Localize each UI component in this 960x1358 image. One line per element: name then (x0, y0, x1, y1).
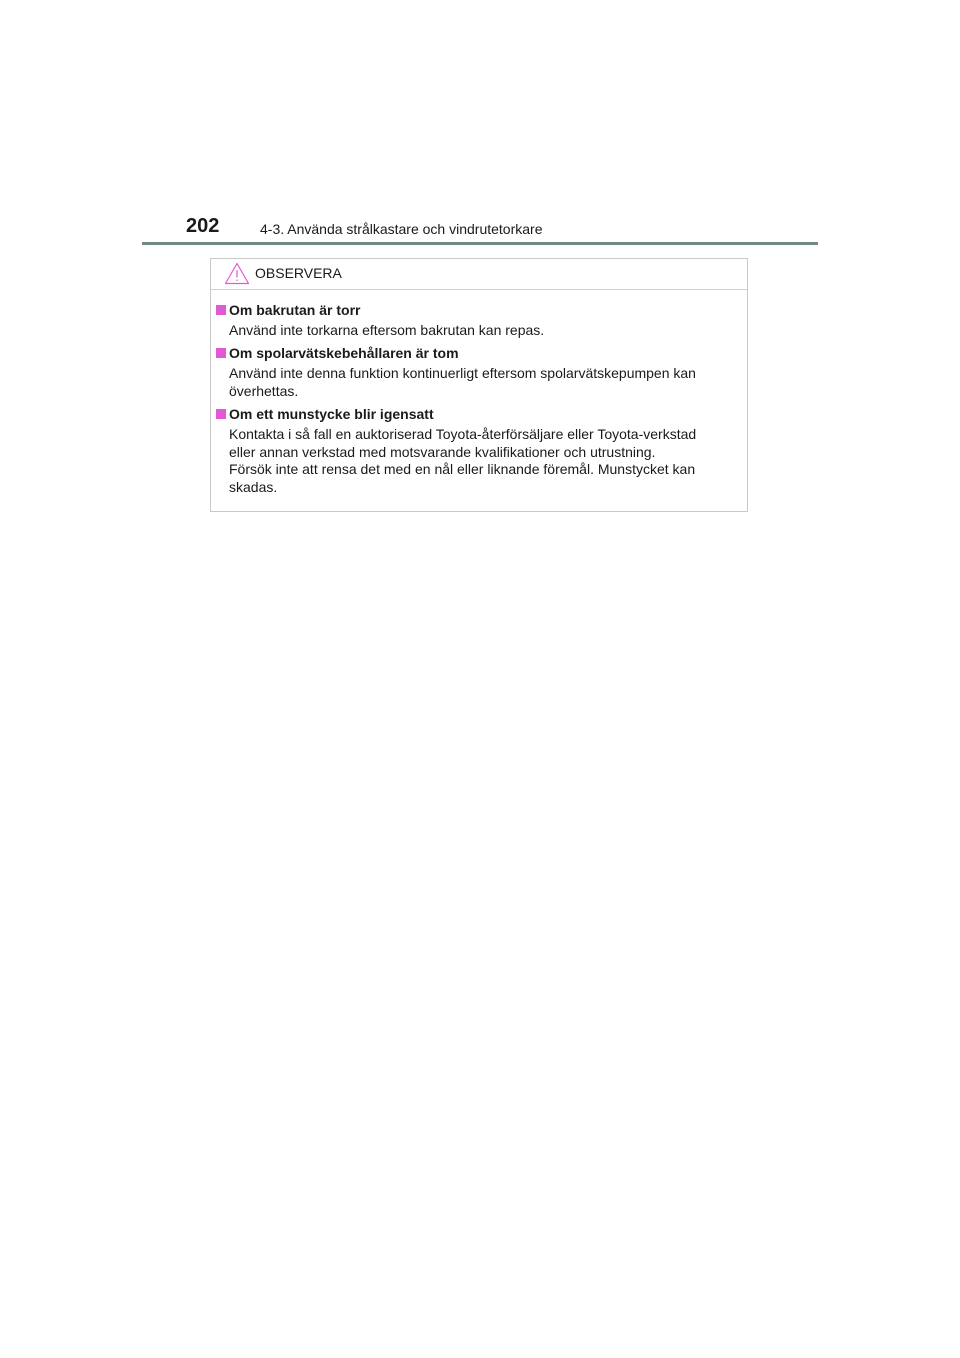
item-heading (211, 344, 747, 362)
item-body-line: Använd inte denna funktion kontinuerligt eftersom spolarvätskepumpen kan (229, 365, 696, 381)
notice-item (211, 301, 747, 340)
notice-header (211, 259, 747, 290)
notice-item (211, 405, 747, 496)
section-title: 4-3. Använda strålkastare och vindrutetorkare (260, 221, 543, 237)
item-body-line: överhettas. (229, 382, 299, 399)
square-bullet-icon (216, 409, 226, 419)
item-body-line: Försök inte att rensa det med en nål eller liknande föremål. Munstycket kan (229, 461, 696, 477)
item-body-line: Kontakta i så fall en auktoriserad Toyota-återförsäljare eller Toyota-verkstad (229, 426, 697, 442)
warning-triangle-icon (224, 262, 250, 285)
notice-title: OBSERVERA (255, 265, 342, 281)
page-header (0, 0, 960, 250)
header-divider (142, 242, 818, 245)
item-body (229, 365, 743, 400)
item-body (229, 426, 743, 496)
item-heading (211, 301, 747, 319)
item-heading (211, 405, 747, 423)
item-body-line: Använd inte torkarna eftersom bakrutan kan repas. (229, 322, 545, 338)
item-heading-text: Om bakrutan är torr (229, 302, 361, 318)
item-body-line: skadas. (229, 478, 278, 495)
page-number: 202 (186, 215, 220, 237)
square-bullet-icon (216, 348, 226, 358)
item-body (229, 322, 743, 340)
item-heading-text: Om spolarvätskebehållaren är tom (229, 345, 459, 361)
item-body-line: eller annan verkstad med motsvarande kvalifikationer och utrustning. (229, 443, 656, 460)
notice-item (211, 344, 747, 400)
item-heading-text: Om ett munstycke blir igensatt (229, 406, 434, 422)
caution-notice-box (210, 258, 748, 512)
square-bullet-icon (216, 305, 226, 315)
